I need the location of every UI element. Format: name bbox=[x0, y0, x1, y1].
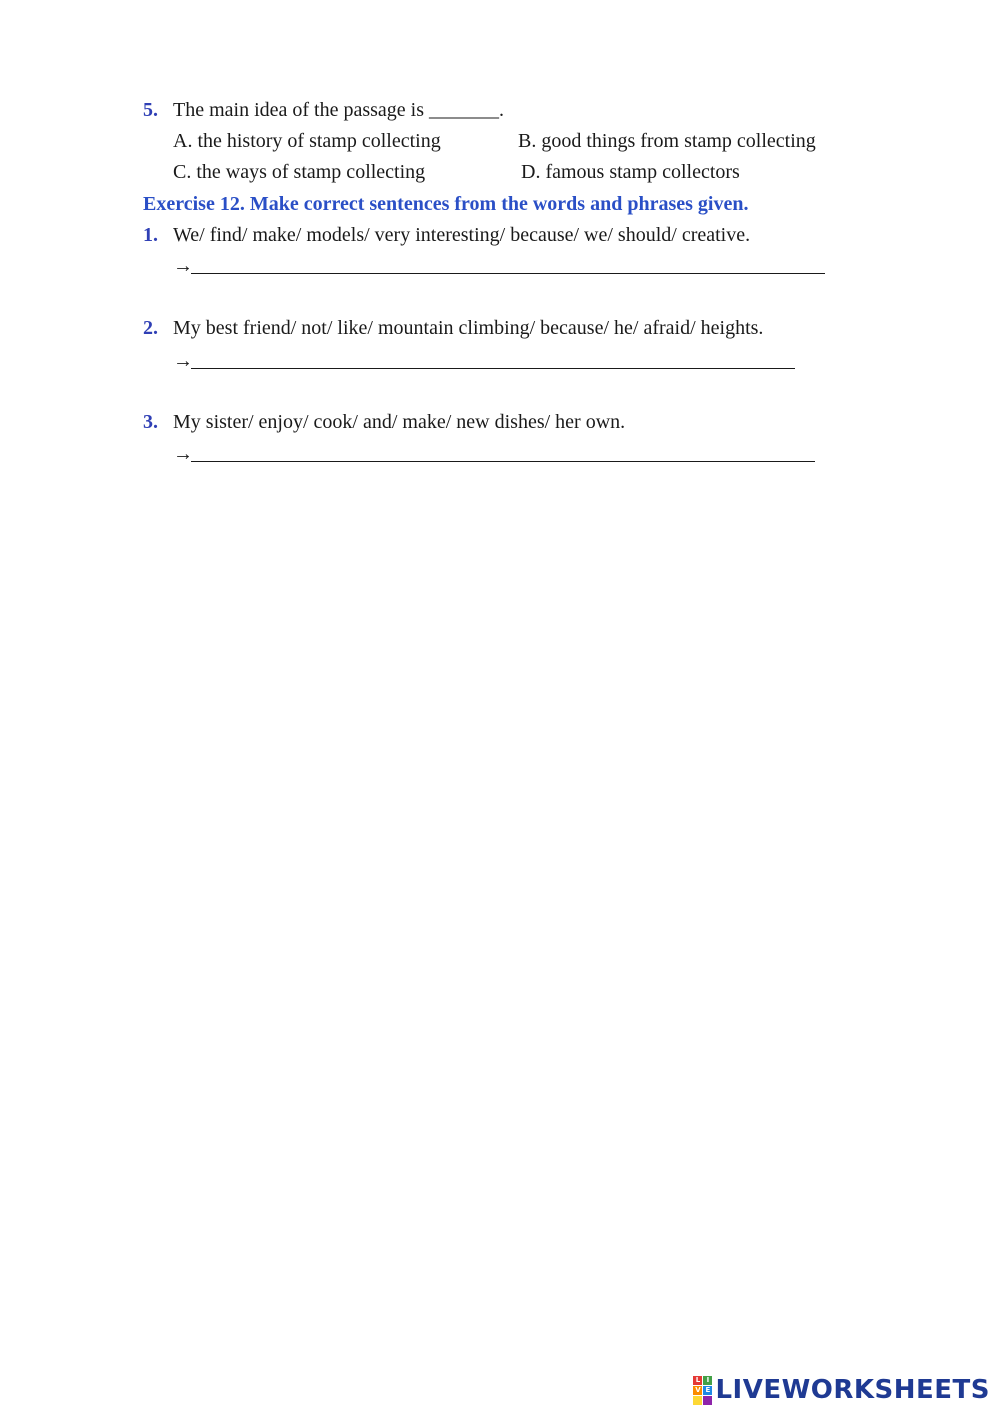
item-1-number: 1. bbox=[143, 224, 158, 246]
item-2-number: 2. bbox=[143, 317, 158, 339]
item-3-prompt: My sister/ enjoy/ cook/ and/ make/ new dishes/ her own. bbox=[173, 411, 626, 433]
item-1-prompt: We/ find/ make/ models/ very interesting/ because/ we/ should/ creative. bbox=[173, 224, 751, 246]
liveworksheets-logo bbox=[693, 1375, 990, 1405]
item-3-answer-line[interactable] bbox=[173, 442, 815, 466]
logo-tile: V bbox=[695, 1385, 701, 1394]
arrow-icon: → bbox=[173, 443, 193, 465]
logo-tile bbox=[693, 1396, 702, 1405]
question-5-text: The main idea of the passage is _______. bbox=[173, 99, 505, 121]
logo-tile: L bbox=[693, 1376, 702, 1385]
question-5-number: 5. bbox=[143, 99, 158, 121]
item-1-answer-line[interactable] bbox=[173, 254, 825, 278]
logo-tile: I bbox=[703, 1376, 712, 1385]
option-c[interactable]: C. the ways of stamp collecting bbox=[173, 161, 426, 183]
arrow-icon: → bbox=[173, 255, 193, 277]
option-d[interactable]: D. famous stamp collectors bbox=[521, 161, 740, 183]
logo-mark-icon bbox=[693, 1376, 712, 1405]
item-2-answer-blank[interactable] bbox=[191, 350, 795, 369]
arrow-icon: → bbox=[173, 350, 193, 372]
logo-text: LIVEWORKSHEETS bbox=[715, 1375, 990, 1405]
item-3-number: 3. bbox=[143, 411, 158, 433]
logo-tile bbox=[703, 1396, 712, 1405]
exercise-12-heading: Exercise 12. Make correct sentences from the words and phrases given. bbox=[143, 193, 749, 215]
option-b[interactable]: B. good things from stamp collecting bbox=[518, 130, 816, 152]
item-2-prompt: My best friend/ not/ like/ mountain climbing/ because/ he/ afraid/ heights. bbox=[173, 317, 764, 339]
logo-tile: E bbox=[703, 1386, 712, 1395]
item-1-answer-blank[interactable] bbox=[191, 255, 825, 274]
option-a[interactable]: A. the history of stamp collecting bbox=[173, 130, 441, 152]
item-3-answer-blank[interactable] bbox=[191, 443, 815, 462]
item-2-answer-line[interactable] bbox=[173, 349, 795, 373]
